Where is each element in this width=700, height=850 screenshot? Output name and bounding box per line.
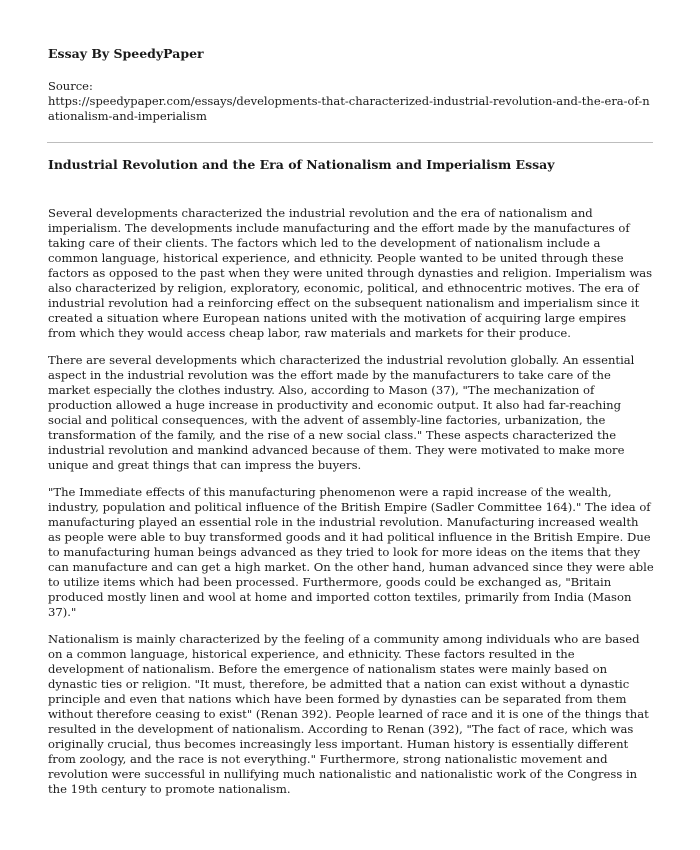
essay-paragraph-1: Several developments characterized the industrial revolution and the era of nationalism and imperialism. The developments include manufacturing and the effort made by the manufactures of taking care of their clients. The factors which led to the development of nationalism include a common language, historical experience, and ethnicity. People wanted to be united through these factors as opposed to the past when they were united through dynasties and religion. Imperialism was also characterized by religion, exploratory, economic, political, and ethnocentric motives. The era of industrial revolution had a reinforcing effect on the subsequent nationalism and imperialism since it created a situation where European nations united with the motivation of acquiring large empires from which they would access cheap labor, raw materials and markets for their produce.	[48, 206, 653, 340]
source-label: Source:	[48, 79, 93, 93]
essay-paragraph-4: Nationalism is mainly characterized by the feeling of a community among individuals who are based on a common language, historical experience, and ethnicity. These factors resulted in the development of nationalism. Before the emergence of nationalism states were mainly based on dynastic ties or religion. "It must, therefore, be admitted that a nation can exist without a dynastic principle and even that nations which have been formed by dynasties can be separated from them without therefore ceasing to exist" (Renan 392). People learned of race and it is one of the things that resulted in the development of nationalism. According to Renan (392), "The fact of race, which was originally crucial, thus becomes increasingly less important. Human history is essentially different from zoology, and the race is not everything." Furthermore, strong nationalistic movement and revolution were successful in nullifying much nationalistic and nationalistic work of the Congress in the 19th century to promote nationalism.	[48, 632, 649, 796]
document-header-title: Essay By SpeedyPaper	[48, 46, 204, 61]
essay-paragraph-2: There are several developments which characterized the industrial revolution globally. An essential aspect in the industrial revolution was the effort made by the manufacturers to take care of the market especially the clothes industry. Also, according to Mason (37), "The mechanization of production allowed a huge increase in productivity and economic output. It also had far-reaching social and political consequences, with the advent of assembly-line factories, urbanization, the transformation of the family, and the rise of a new social class." These aspects characterized the industrial revolution and mankind advanced because of them. They were motivated to make more unique and great things that can impress the buyers.	[48, 353, 635, 472]
essay-paragraph-3: "The Immediate effects of this manufacturing phenomenon were a rapid increase of the wealth, industry, population and political influence of the British Empire (Sadler Committee 164)." The idea of manufacturing played an essential role in the industrial revolution. Manufacturing increased wealth as people were able to buy transformed goods and it had political influence in the British Empire. Due to manufacturing human beings advanced as they tried to look for more ideas on the items that they can manufacture and can get a high market. On the other hand, human advanced since they were able to utilize items which had been processed. Furthermore, goods could be exchanged as, "Britain produced mostly linen and wool at home and imported cotton textiles, primarily from India (Mason 37)."	[48, 485, 654, 619]
essay-title: Industrial Revolution and the Era of Nationalism and Imperialism Essay	[48, 157, 555, 172]
source-url[interactable]: https://speedypaper.com/essays/developments-that-characterized-industrial-revolution-and-the-era-of-nationalism-and-imperialism	[48, 94, 650, 123]
header-divider	[47, 142, 653, 143]
